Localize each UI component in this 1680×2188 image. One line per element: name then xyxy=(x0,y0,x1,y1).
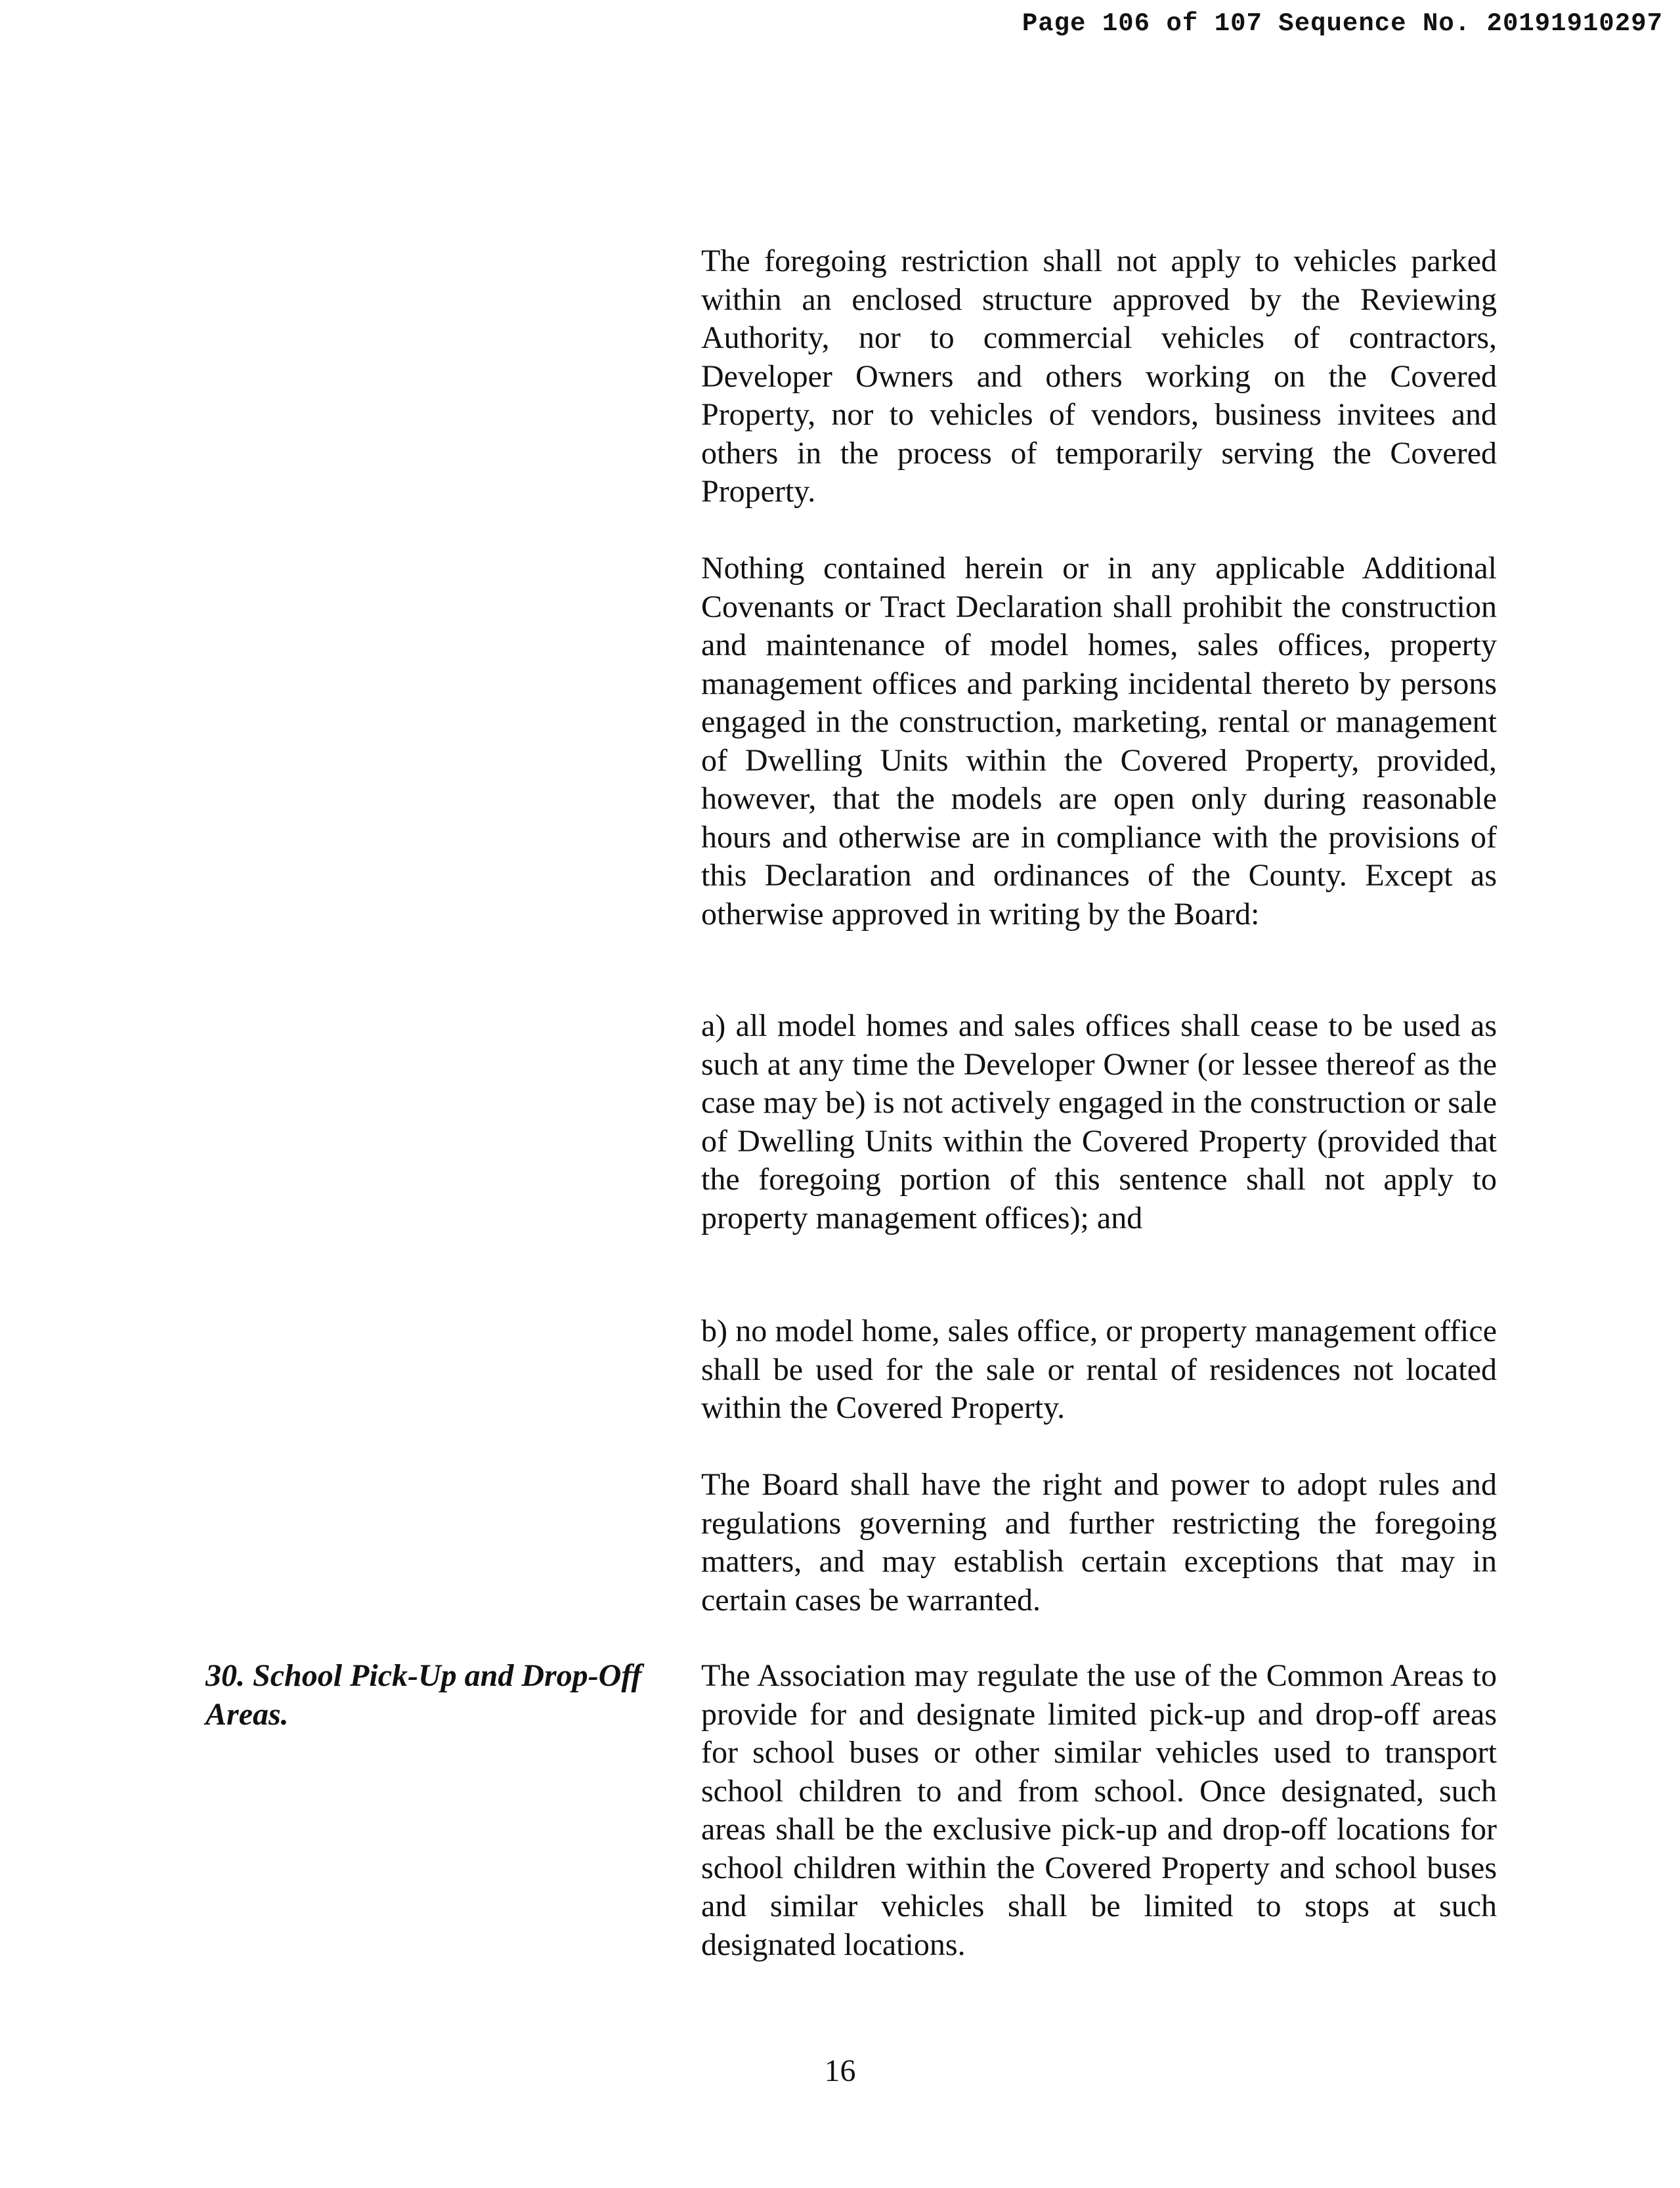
paragraph-item-b: b) no model home, sales office, or property management office shall be used for the sale or rental of residences not located within the Covered Property. xyxy=(701,1314,1497,1425)
section-30-heading: 30. School Pick-Up and Drop-Off Areas. xyxy=(205,1658,642,1732)
section-30-body: The Association may regulate the use of the Common Areas to provide for and designate limited pick-up and drop-off areas for school buses or other similar vehicles used to transport school children to and from school. Once designated, such areas shall be the exclusive pick-up and drop-off locations for school children within the Covered Property and school buses and similar vehicles shall be limited to stops at such designated locations. xyxy=(701,1658,1497,1962)
paragraph-item-a: a) all model homes and sales offices shall cease to be used as such at any time the Developer Owner (or lessee thereof as the case may be) is not actively engaged in the construction or sale of Dwelling Units within the Covered Property (provided that the foregoing portion of this sentence shall not apply to property management offices); and xyxy=(701,1008,1497,1235)
page-sequence-header: Page 106 of 107 Sequence No. 20191910297 xyxy=(1022,9,1663,38)
paragraph-model-homes: Nothing contained herein or in any applicable Additional Covenants or Tract Declaration shall prohibit the construction and maintenance of model homes, sales offices, property management offices and parking incidental thereto by persons engaged in the construction, marketing, rental or management of Dwelling Units within the Covered Property, provided, however, that the models are open only during reasonable hours and otherwise are in compliance with the provisions of this Declaration and ordinances of the County. Except as otherwise approved in writing by the Board: xyxy=(701,551,1497,932)
page-number: 16 xyxy=(824,2053,856,2088)
paragraph-vehicle-restriction-exceptions: The foregoing restriction shall not apply to vehicles parked within an enclosed structure approved by the Reviewing Authority, nor to commercial vehicles of contractors, Developer Owners and others working on the Covered Property, nor to vehicles of vendors, business invitees and others in the process of temporarily serving the Covered Property. xyxy=(701,244,1497,509)
paragraph-board-rules: The Board shall have the right and power to adopt rules and regulations governing and further restricting the foregoing matters, and may establish certain exceptions that may in certain cases be warranted. xyxy=(701,1467,1497,1618)
